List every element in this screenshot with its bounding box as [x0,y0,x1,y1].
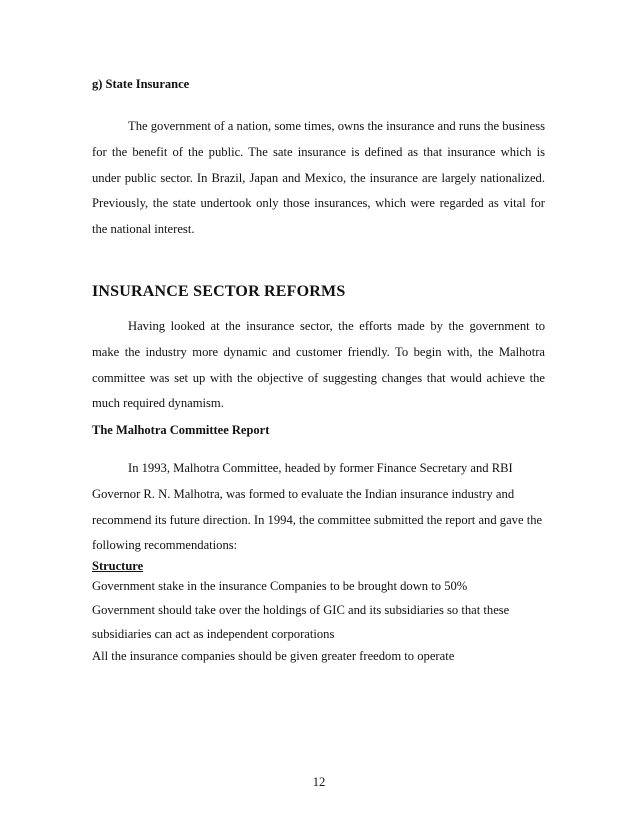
reforms-paragraph: Having looked at the insurance sector, the efforts made by the government to make the industry more dynamic and customer friendly. To begin with, the Malhotra committee was set up with the objective of suggesting changes that would achieve the much required dynamism. [92,319,545,411]
state-insurance-heading: g) State Insurance [92,77,190,91]
structure-heading: Structure [92,559,144,573]
structure-line: All the insurance companies should be given greater freedom to operate [92,649,455,663]
structure-line: Government stake in the insurance Companies to be brought down to 50% [92,579,468,593]
malhotra-heading: The Malhotra Committee Report [92,423,270,437]
page-number: 12 [312,775,326,789]
malhotra-paragraph: In 1993, Malhotra Committee, headed by former Finance Secretary and RBI Governor R. N. Malhotra, was formed to evaluate the Indian insurance industry and recommend its future direction. In 1994, the committee submitted the report and gave the following recommendations: [92,461,543,553]
state-insurance-paragraph: The government of a nation, some times, owns the insurance and runs the business for the benefit of the public. The sate insurance is defined as that insurance which is under public sector. In Brazil, Japan and Mexico, the insurance are largely nationalized. Previously, the state undertook only those insurances, which were regarded as vital for the national interest. [92,119,545,237]
structure-line: Government should take over the holdings of GIC and its subsidiaries so that these [92,603,510,617]
reforms-heading: INSURANCE SECTOR REFORMS [92,283,346,300]
structure-line: subsidiaries can act as independent corporations [92,627,335,641]
